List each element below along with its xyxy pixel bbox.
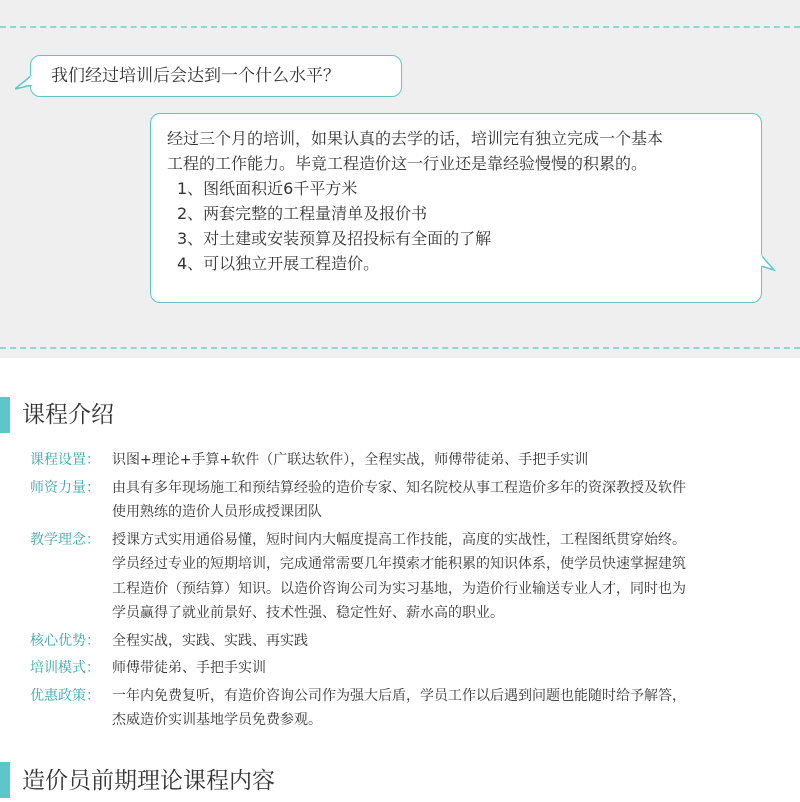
- course-intro-list: [30, 448, 790, 736]
- question-text: 我们经过培训后会达到一个什么水平？: [51, 66, 340, 86]
- row-text: 由具有多年现场施工和预结算经验的造价专家、知名院校从事工程造价多年的资深教授及软件 使用熟练的造价人员形成授课团队: [112, 479, 686, 520]
- answer-line: 工程的工作能力。毕竟工程造价这一行业还是靠经验慢慢的积累的。: [167, 154, 648, 173]
- row-text: 授课方式实用通俗易懂，短时间内大幅度提高工作技能，高度的实战性，工程图纸贯穿始终。 学员经过专业的短期培训，完成通常需要几年摸索才能积累的知识体系，使学员快速掌握建筑 工程造价（预结算）知识。以造价咨询公司为实习基地，为造价行业输送专业人才，同时也为 学员赢得了就业前景好、技术性强、稳定性好、薪水高的职业。: [112, 531, 686, 621]
- answer-list-item: 3、对土建或安装预算及招投标有全面的了解: [177, 229, 492, 248]
- row-text: 师傅带徒弟、手把手实训: [112, 660, 266, 676]
- answer-bubble-tail: [760, 255, 780, 275]
- row-text: 识图+理论+手算+软件（广联达软件），全程实战，师傅带徒弟、手把手实训: [112, 452, 589, 468]
- answer-line: 经过三个月的培训，如果认真的去学的话，培训完有独立完成一个基本: [167, 129, 664, 148]
- section-title-course-intro: 课程介绍: [22, 402, 114, 428]
- section-accent-bar: [0, 397, 10, 433]
- section-accent-bar: [0, 762, 10, 798]
- question-bubble: [30, 55, 402, 97]
- intro-row-course-setup: [30, 448, 790, 473]
- row-label: 师资力量：: [30, 479, 100, 496]
- row-text: 一年内免费复听，有造价咨询公司作为强大后盾，学员工作以后遇到问题也能随时给予解答， 杰威造价实训基地学员免费参观。: [112, 687, 686, 728]
- answer-list-item: 2、两套完整的工程量清单及报价书: [177, 204, 428, 223]
- answer-bubble: [150, 113, 762, 303]
- intro-row-philosophy: [30, 528, 790, 626]
- qa-section: [0, 0, 800, 358]
- intro-row-discount-policy: [30, 684, 790, 733]
- bottom-dashed-divider: [0, 347, 800, 349]
- intro-row-training-mode: [30, 656, 790, 681]
- intro-row-faculty: [30, 476, 790, 525]
- section-title-theory-course: 造价员前期理论课程内容: [22, 768, 275, 794]
- answer-list-item: 4、可以独立开展工程造价。: [177, 254, 380, 273]
- row-label: 核心优势：: [30, 632, 100, 649]
- row-text: 全程实战，实践、实践、再实践: [112, 632, 308, 649]
- answer-list-item: 1、图纸面积近6千平方米: [177, 179, 358, 198]
- row-label: 培训模式：: [30, 660, 100, 676]
- row-label: 教学理念：: [30, 531, 100, 548]
- row-label: 优惠政策：: [30, 687, 100, 704]
- intro-row-advantage: [30, 629, 790, 654]
- row-label: 课程设置：: [30, 452, 100, 468]
- top-dashed-divider: [0, 26, 800, 28]
- question-bubble-tail: [15, 75, 35, 95]
